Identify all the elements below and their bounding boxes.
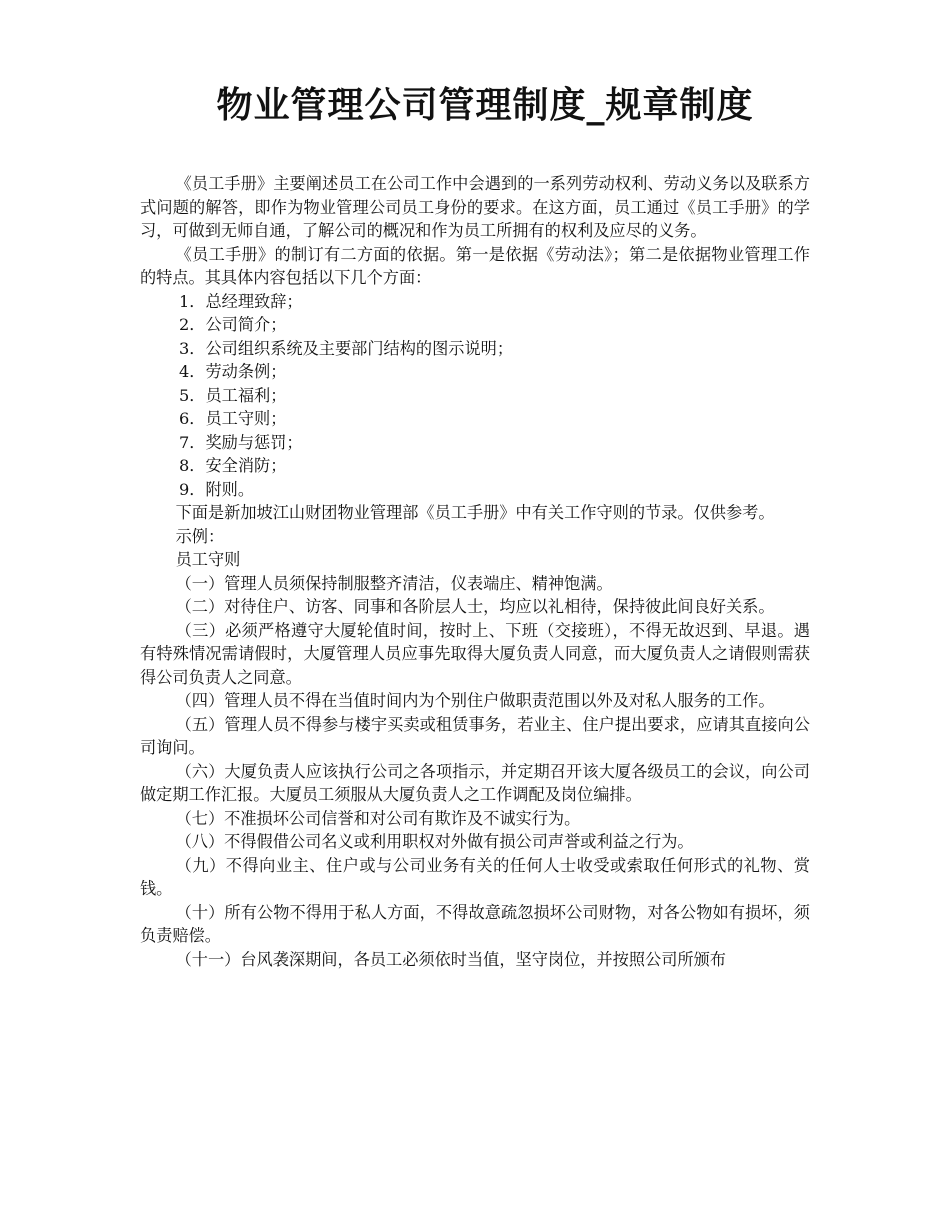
list-item: 9．附则。 xyxy=(179,479,255,499)
rules-list xyxy=(140,572,810,972)
intro-paragraph: 《员工手册》主要阐述员工在公司工作中会遇到的一系列劳动权利、劳动义务以及联系方式问题的解答，即作为物业管理公司员工身份的要求。在这方面，员工通过《员工手册》的学习，可做到无师自通，了解公司的概况和作为员工所拥有的权利及应尽的义务。 xyxy=(140,174,810,240)
document-body xyxy=(140,172,810,971)
list-item: 6．员工守则； xyxy=(179,409,287,428)
rule-item: （七）不准损坏公司信誉和对公司有欺诈及不诚实行为。 xyxy=(175,808,581,828)
rules-heading: 员工守则 xyxy=(175,550,241,569)
rule-item: （八）不得假借公司名义或利用职权对外做有损公司声誉或利益之行为。 xyxy=(175,832,694,851)
contents-list xyxy=(140,290,810,502)
list-item: 3．公司组织系统及主要部门结构的图示说明； xyxy=(179,338,514,358)
rule-item: （六）大厦负责人应该执行公司之各项指示，并定期召开该大厦各级员工的会议，向公司做定期工作汇报。大厦员工须服从大厦负责人之工作调配及岗位编排。 xyxy=(140,761,810,804)
rule-item: （一）管理人员须保持制服整齐清洁，仪表端庄、精神饱满。 xyxy=(175,573,613,593)
rule-item: （十）所有公物不得用于私人方面，不得故意疏忽损坏公司财物，对各公物如有损坏，须负责赔偿。 xyxy=(140,902,810,945)
rule-item: （二）对待住户、访客、同事和各阶层人士，均应以礼相待，保持彼此间良好关系。 xyxy=(175,597,775,616)
rule-item: （四）管理人员不得在当值时间内为个别住户做职责范围以外及对私人服务的工作。 xyxy=(175,691,775,710)
list-item: 4．劳动条例； xyxy=(179,362,287,381)
excerpt-note: 下面是新加坡江山财团物业管理部《员工手册》中有关工作守则的节录。仅供参考。 xyxy=(175,503,775,522)
list-item: 5．员工福利； xyxy=(179,385,287,405)
list-item: 1．总经理致辞； xyxy=(179,291,303,311)
intro-paragraph: 《员工手册》的制订有二方面的依据。第一是依据《劳动法》；第二是依据物业管理工作的特点。其具体内容包括以下几个方面： xyxy=(140,244,810,287)
example-label: 示例： xyxy=(175,526,225,546)
rule-item: （十一）台风袭深期间，各员工必须依时当值，坚守岗位，并按照公司所颁布 xyxy=(175,949,726,969)
list-item: 7．奖励与惩罚； xyxy=(179,432,303,452)
list-item: 8．安全消防； xyxy=(179,456,287,475)
rule-item: （五）管理人员不得参与楼宇买卖或租赁事务，若业主、住户提出要求，应请其直接向公司询问。 xyxy=(140,714,810,757)
list-item: 2．公司简介； xyxy=(179,315,287,334)
page-title: 物业管理公司管理制度_规章制度 xyxy=(216,84,754,126)
rule-item: （九）不得向业主、住户或与公司业务有关的任何人士收受或索取任何形式的礼物、赏钱。 xyxy=(140,855,810,898)
rule-item: （三）必须严格遵守大厦轮值时间，按时上、下班（交接班），不得无故迟到、早退。遇有特殊情况需请假时，大厦管理人员应事先取得大厦负责人同意，而大厦负责人之请假则需获得公司负责人之同意。 xyxy=(140,620,810,687)
